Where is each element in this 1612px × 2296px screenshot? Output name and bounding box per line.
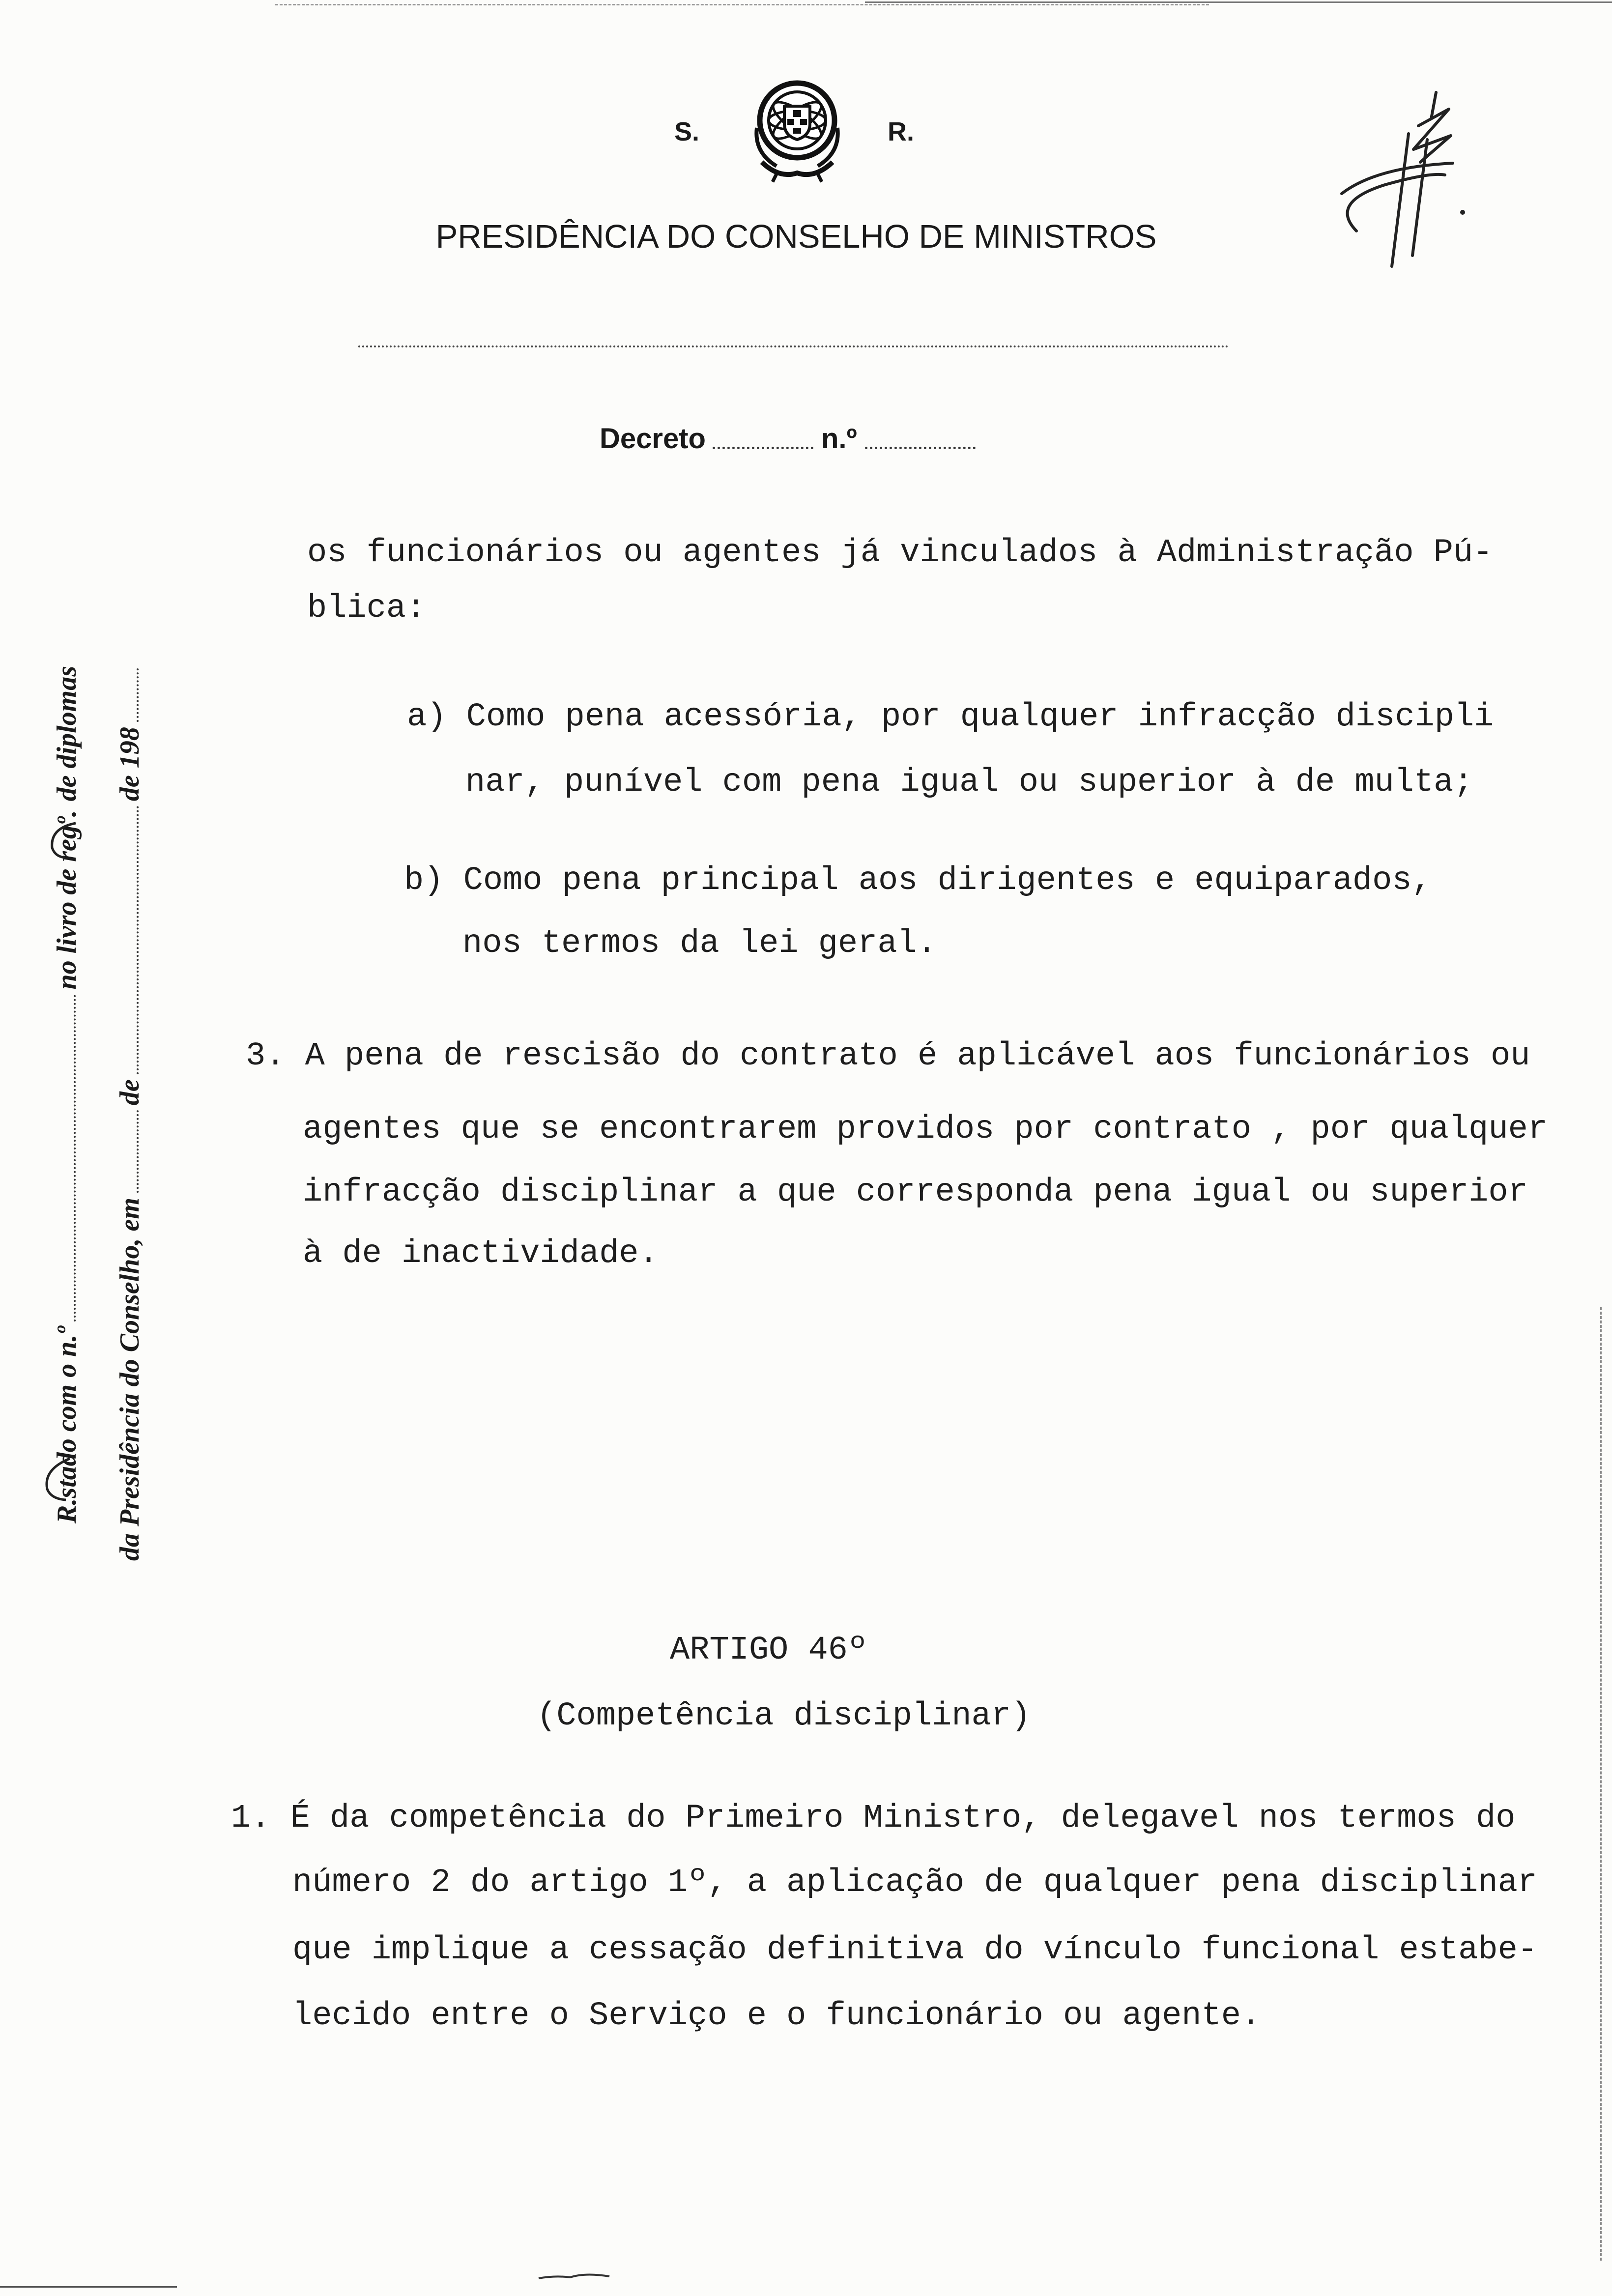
paragraph-3-line-3: infracção disciplinar a que corresponda pena igual ou superior	[303, 1174, 1528, 1211]
presidency-leader-3	[137, 668, 139, 722]
header-letter-r: R.	[888, 117, 914, 146]
presidency-leader-2	[137, 806, 139, 1074]
item-b-line-2: nos termos da lei geral.	[462, 925, 937, 962]
article-paragraph-1-line-4: lecido entre o Serviço e o funcionário ou agente.	[292, 1997, 1261, 2035]
intro-line-1: os funcionários ou agentes já vinculados à Administração Pú-	[307, 534, 1493, 572]
decree-number-line	[600, 421, 976, 455]
registry-text-1: R.stado com o n.º	[52, 1326, 82, 1523]
article-paragraph-1-line-1: 1. É da competência do Primeiro Ministro, delegavel nos termos do	[231, 1800, 1516, 1837]
registry-text-2: no livro de regº.	[52, 810, 82, 990]
paragraph-3-line-2: agentes que se encontrarem providos por contrato , por qualquer	[303, 1111, 1548, 1148]
item-a-line-1: a) Como pena acessória, por qualquer infracção discipli	[407, 698, 1494, 736]
item-b-line-1: b) Como pena principal aos dirigentes e equiparados,	[404, 862, 1432, 899]
article-paragraph-1-line-2: número 2 do artigo 1º, a aplicação de qualquer pena disciplinar	[292, 1864, 1538, 1901]
scan-edge-top-right	[865, 1, 1612, 3]
margin-presidency-line	[114, 668, 145, 1561]
paragraph-3-line-4: à de inactividade.	[303, 1235, 659, 1272]
decree-label: Decreto	[600, 423, 706, 455]
scan-edge-right	[1600, 1307, 1602, 2261]
margin-bracket-mark-top	[45, 818, 80, 862]
presidency-leader-1	[137, 1110, 139, 1193]
coat-of-arms-seal	[738, 74, 856, 187]
intro-line-2: blica:	[307, 590, 426, 627]
registry-text-3: de diplomas	[52, 666, 82, 802]
number-label: n.º	[821, 423, 857, 455]
presidency-text-2: de	[115, 1079, 145, 1106]
article-heading: ARTIGO 46º	[670, 1632, 868, 1669]
paragraph-3-line-1: 3. A pena de rescisão do contrato é aplicável aos funcionários ou	[246, 1037, 1530, 1075]
bottom-scan-scribble	[536, 2267, 614, 2286]
scan-edge-top	[275, 4, 1209, 5]
presidency-text-3: de 198	[115, 727, 145, 802]
number-blank-leader	[865, 447, 976, 449]
handwritten-signature-mark	[1322, 88, 1469, 275]
margin-bracket-mark-bottom	[40, 1455, 75, 1504]
header-dotted-rule	[358, 345, 1229, 347]
presidency-text-1: da Presidência do Conselho, em	[115, 1198, 145, 1561]
scan-edge-bottom-left	[0, 2286, 177, 2288]
decree-blank-leader	[713, 447, 813, 449]
header-letter-s: S.	[674, 117, 700, 146]
article-subtitle: (Competência disciplinar)	[537, 1697, 1031, 1735]
registry-leader	[74, 995, 76, 1321]
item-a-line-2: nar, punível com pena igual ou superior à de multa;	[465, 764, 1473, 801]
article-paragraph-1-line-3: que implique a cessação definitiva do vínculo funcional estabe-	[292, 1931, 1538, 1969]
margin-registry-line	[51, 666, 83, 1523]
ministry-title: PRESIDÊNCIA DO CONSELHO DE MINISTROS	[435, 218, 1157, 255]
